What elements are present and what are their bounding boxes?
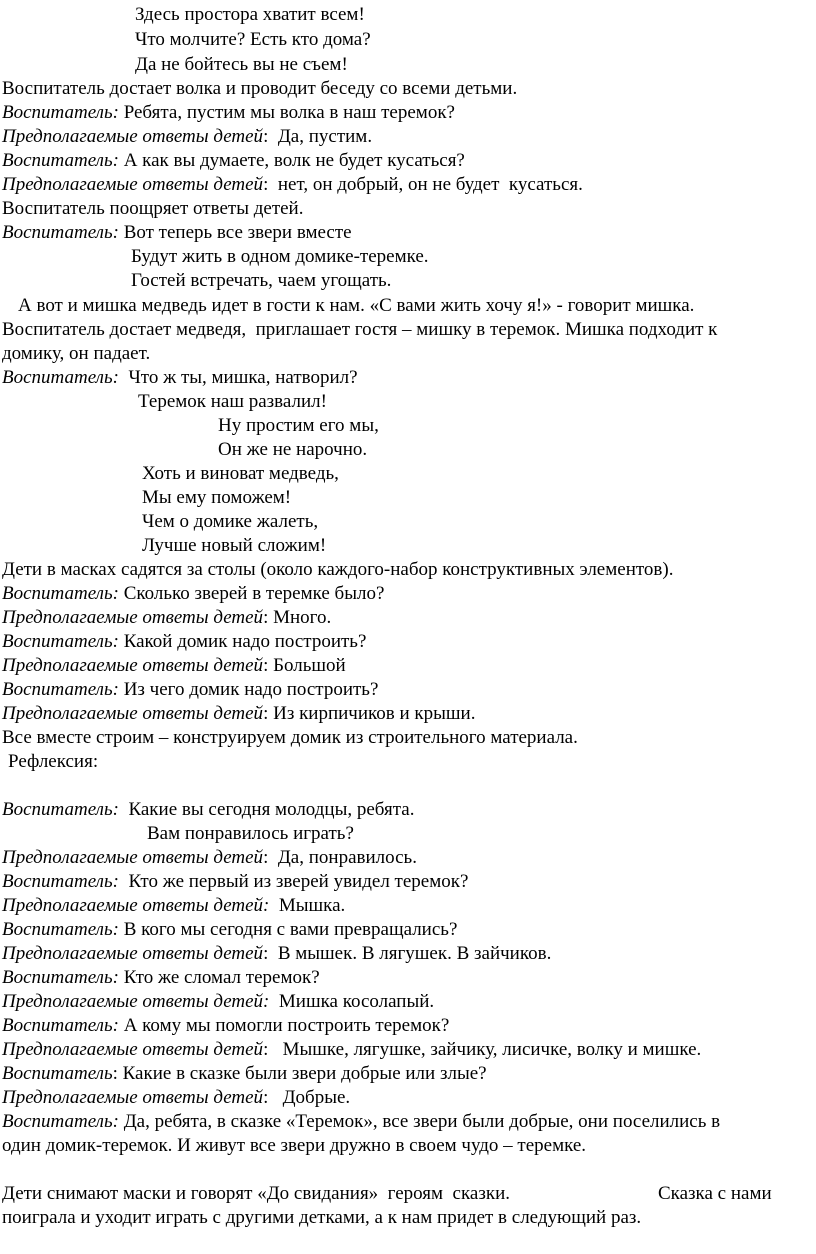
line-text: Мишка косолапый. [269,991,435,1012]
dialogue-line [2,149,465,173]
dialogue-line [2,966,320,990]
narration-line: Воспитатель достает волка и проводит беседу со всеми детьми. [2,78,518,99]
speaker-label: Воспитатель: [2,967,119,988]
line-text: : Большой [263,655,346,676]
poem-line: Он же не нарочно. [218,439,368,460]
speaker-label: Воспитатель: [2,919,119,940]
speaker-label: Предполагаемые ответы детей [2,655,264,676]
poem-line: Что молчите? Есть кто дома? [135,29,371,50]
line-text: Сколько зверей в теремке было? [118,583,385,604]
poem-line: Чем о домике жалеть, [142,511,319,532]
speaker-label: Предполагаемые ответы детей [2,174,264,195]
speaker-label: Предполагаемые ответы детей [2,943,264,964]
dialogue-line [2,1086,350,1110]
line-text: : Да, пустим. [263,126,373,147]
line-text: : Добрые. [263,1087,351,1108]
poem-line: Хоть и виноват медведь, [142,463,339,484]
line-text: : Из кирпичиков и крыши. [263,703,476,724]
section-heading: Рефлексия: [8,751,99,772]
narration-line: поиграла и уходит играть с другими детками, а к нам придет в следующий раз. [2,1207,642,1228]
line-text: Да, ребята, в сказке «Теремок», все звери были добрые, они поселились в [118,1111,721,1132]
dialogue-line [2,798,414,822]
line-text: В кого мы сегодня с вами превращались? [118,919,458,940]
dialogue-line [2,1110,720,1134]
line-text: : Какие в сказке были звери добрые или злые? [112,1063,487,1084]
line-text: : Мышке, лягушке, зайчику, лисичке, волку и мишке. [263,1039,702,1060]
narration-line: домику, он падает. [2,343,151,364]
narration-line: один домик-теремок. И живут все звери дружно в своем чудо – теремке. [2,1135,587,1156]
speaker-label: Предполагаемые ответы детей [2,1039,264,1060]
dialogue-line [2,125,372,149]
line-text: : Много. [263,607,332,628]
line-text: Какие вы сегодня молодцы, ребята. [118,799,415,820]
dialogue-line [2,582,384,606]
speaker-label: Воспитатель: [2,679,119,700]
dialogue-line [2,870,468,894]
poem-line: Гостей встречать, чаем угощать. [131,270,392,291]
narration-line: Дети в масках садятся за столы (около каждого-набор конструктивных элементов). [2,559,674,580]
dialogue-line [2,1038,701,1062]
narration-line: Воспитатель достает медведя, приглашает гостя – мишку в теремок. Мишка подходит к [2,319,718,340]
speaker-label: Предполагаемые ответы детей [2,126,264,147]
line-text: Из чего домик надо построить? [118,679,379,700]
line-text: Вот теперь все звери вместе [118,222,352,243]
poem-line: Мы ему поможем! [142,487,292,508]
speaker-label: Предполагаемые ответы детей: [2,895,270,916]
narration-line: А вот и мишка медведь идет в гости к нам. «С вами жить хочу я!» - говорит мишка. [18,295,695,316]
speaker-label: Предполагаемые ответы детей [2,847,264,868]
line-text: : Да, понравилось. [263,847,417,868]
poem-line: Лучше новый сложим! [142,535,327,556]
dialogue-line [2,366,358,390]
dialogue-line [2,630,366,654]
line-text: Какой домик надо построить? [118,631,367,652]
narration-line: Дети снимают маски и говорят «До свидания» героям сказки. [2,1183,511,1204]
dialogue-line [2,678,378,702]
speaker-label: Предполагаемые ответы детей [2,703,264,724]
dialogue-line [2,173,583,197]
speaker-label: Воспитатель: [2,222,119,243]
speaker-label: Воспитатель: [2,1111,119,1132]
line-text: Кто же первый из зверей увидел теремок? [118,871,469,892]
speaker-label: Воспитатель: [2,871,119,892]
dialogue-line [2,990,434,1014]
dialogue-line [2,702,475,726]
line-text: : В мышек. В лягушек. В зайчиков. [263,943,552,964]
line-text: Кто же сломал теремок? [118,967,320,988]
poem-line: Ну простим его мы, [218,415,379,436]
poem-line: Теремок наш развалил! [138,391,327,412]
line-text: Ребята, пустим мы волка в наш теремок? [118,102,455,123]
narration-line: Воспитатель поощряет ответы детей. [2,198,304,219]
line-text: А как вы думаете, волк не будет кусаться? [118,150,465,171]
dialogue-line [2,221,352,245]
line-text: Мышка. [269,895,346,916]
speaker-label: Предполагаемые ответы детей [2,1087,264,1108]
dialogue-line [2,1014,449,1038]
speaker-label: Предполагаемые ответы детей: [2,991,270,1012]
speaker-label: Воспитатель [2,1063,113,1084]
narration-line: Сказка с нами [658,1183,772,1204]
speaker-label: Воспитатель: [2,631,119,652]
dialogue-line [2,1062,487,1086]
dialogue-line [2,606,331,630]
poem-line: Здесь простора хватит всем! [135,4,365,25]
speaker-label: Воспитатель: [2,799,119,820]
narration-line: Все вместе строим – конструируем домик из строительного материала. [2,727,578,748]
dialogue-line [2,654,346,678]
poem-line: Вам понравилось играть? [147,823,354,844]
speaker-label: Воспитатель: [2,150,119,171]
dialogue-line [2,101,455,125]
poem-line: Да не бойтесь вы не съем! [135,54,348,75]
speaker-label: Воспитатель: [2,102,119,123]
speaker-label: Предполагаемые ответы детей [2,607,264,628]
dialogue-line [2,942,551,966]
speaker-label: Воспитатель: [2,583,119,604]
dialogue-line [2,846,417,870]
dialogue-line [2,918,457,942]
speaker-label: Воспитатель: [2,1015,119,1036]
speaker-label: Воспитатель: [2,367,119,388]
line-text: А кому мы помогли построить теремок? [118,1015,450,1036]
poem-line: Будут жить в одном домике-теремке. [131,246,429,267]
line-text: : нет, он добрый, он не будет кусаться. [263,174,583,195]
dialogue-line [2,894,345,918]
line-text: Что ж ты, мишка, натворил? [118,367,358,388]
